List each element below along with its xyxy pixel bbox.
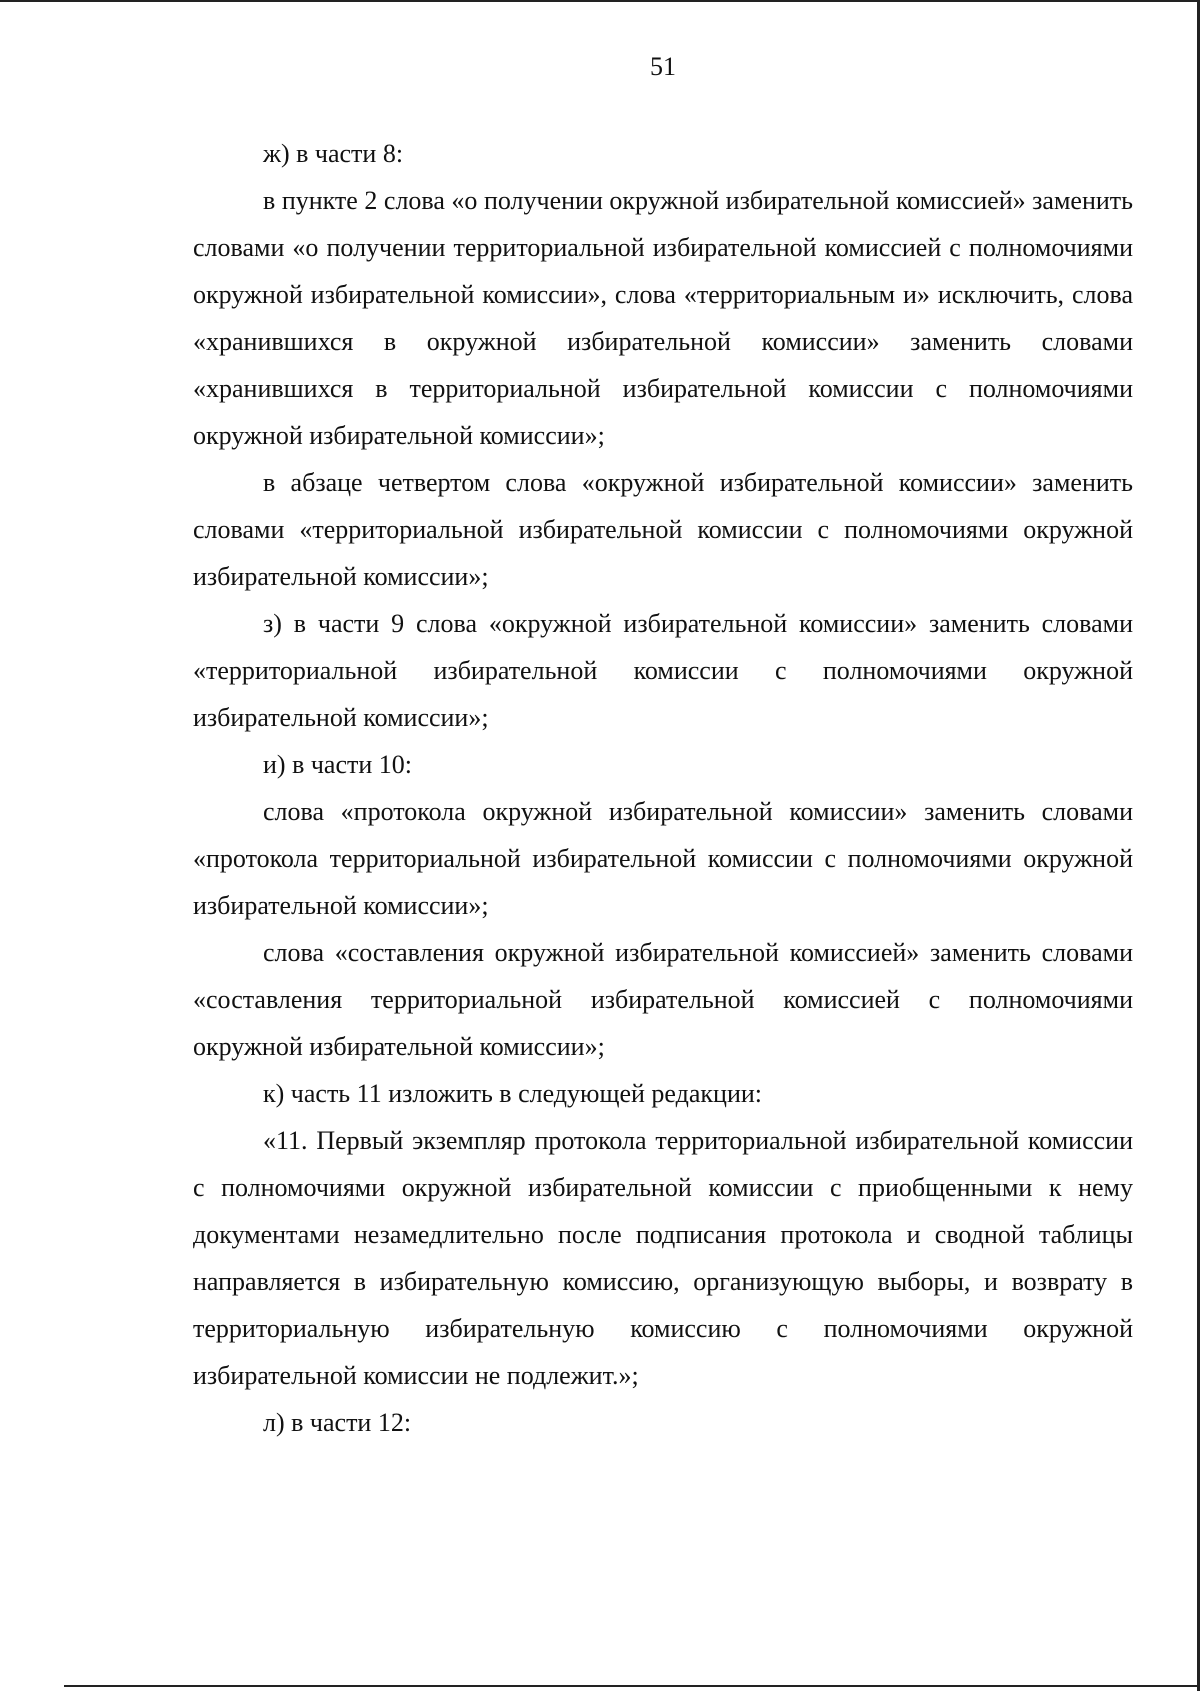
paragraph-item-zh: ж) в части 8: bbox=[263, 139, 404, 168]
paragraph-item-2-text: в пункте 2 слова «о получении окружной избирательной комиссией» заменить словами «о получении территориальной избирательной комиссией с полномочиями окружной избирательной комиссии», слова «территориальным и» исключить, слова «хранившихся в окружной избирательной комиссии» заменить словами «хранившихся в территориальной избирательной комиссии с полномочиями окружной избирательной комиссии»; bbox=[193, 186, 1133, 450]
page-number: 51 bbox=[650, 52, 676, 81]
scan-border-top bbox=[0, 0, 1200, 2]
paragraph-item-l: л) в части 12: bbox=[263, 1408, 412, 1437]
paragraph-part-11-text: «11. Первый экземпляр протокола территориальной избирательной комиссии с полномочиями окружной избирательной комиссии с приобщенными к нему документами незамедлительно после подписания протокола и сводной таблицы направляется в избирательную комиссию, организующую выборы, и возврату в территориальную избирательную комиссию с полномочиями окружной избирательной комиссии не подлежит.»; bbox=[193, 1126, 1133, 1390]
paragraph-abzats-4: в абзаце четвертом слова «окружной избирательной комиссии» заменить словами «территориальной избирательной комиссии с полномочиями окружной избирательной комиссии»; bbox=[193, 468, 1133, 591]
document-body bbox=[193, 130, 1133, 1446]
paragraph-protokol: слова «протокола окружной избирательной комиссии» заменить словами «протокола территориальной избирательной комиссии с полномочиями окружной избирательной комиссии»; bbox=[193, 797, 1133, 920]
paragraph-sostavleniya: слова «составления окружной избирательной комиссией» заменить словами «составления территориальной избирательной комиссией с полномочиями окружной избирательной комиссии»; bbox=[193, 938, 1133, 1061]
scan-border-bottom bbox=[64, 1685, 1200, 1687]
paragraph-item-i: и) в части 10: bbox=[263, 750, 413, 779]
paragraph-item-k: к) часть 11 изложить в следующей редакции: bbox=[263, 1079, 762, 1108]
paragraph-item-z: з) в части 9 слова «окружной избирательной комиссии» заменить словами «территориальной избирательной комиссии с полномочиями окружной избирательной комиссии»; bbox=[193, 609, 1133, 732]
